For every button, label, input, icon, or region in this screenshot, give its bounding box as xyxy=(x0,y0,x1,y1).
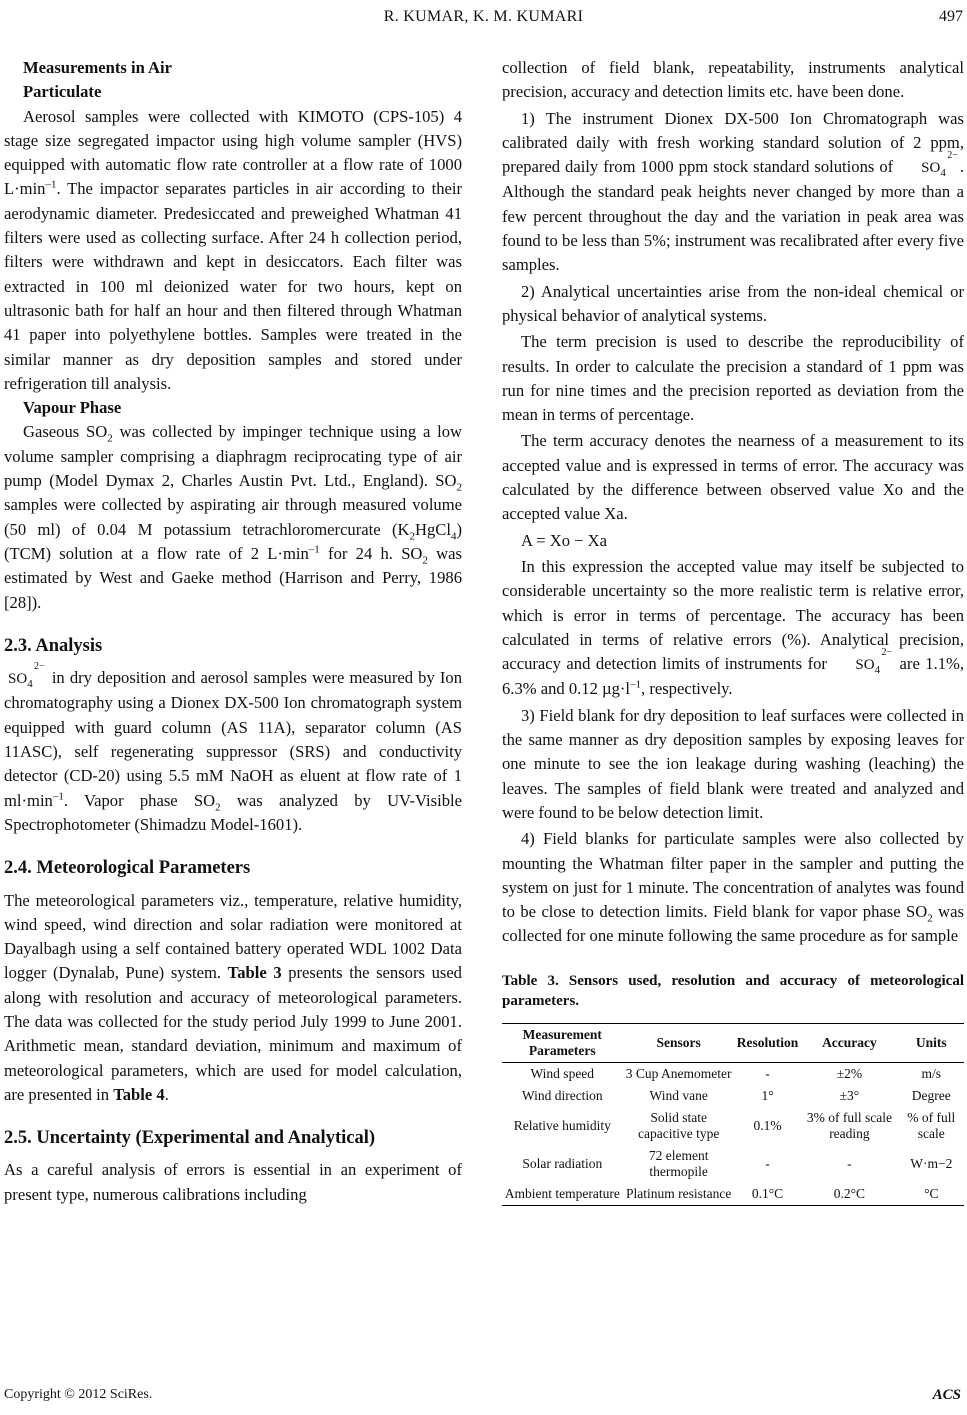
table-row xyxy=(502,1085,964,1107)
table-cell: Wind vane xyxy=(649,1087,708,1103)
table-cell: Platinum resistance xyxy=(623,1183,735,1206)
table-cell: 0.2°C xyxy=(800,1183,898,1206)
subheading-particulate: Particulate xyxy=(23,82,102,102)
table-cell: Wind direction xyxy=(521,1087,603,1103)
sulfate-formula: $SO_4$ 2− xyxy=(921,150,958,180)
page-footer xyxy=(0,1381,967,1415)
table-cell: - xyxy=(847,1155,852,1171)
table-cell: Ambient temperature xyxy=(502,1183,623,1206)
table-cell: Relative humidity xyxy=(513,1117,611,1133)
section-heading-meteorological: 2.4. Meteorological Parameters xyxy=(4,858,251,879)
column-header: Measurement Parameters xyxy=(502,1023,623,1062)
page-number: 497 xyxy=(939,8,963,25)
table-cell: 0.1% xyxy=(753,1117,782,1133)
table-row xyxy=(502,1107,964,1145)
table-cell: - xyxy=(765,1155,770,1171)
column-header: Units xyxy=(899,1023,964,1062)
running-head-authors: R. KUMAR, K. M. KUMARI xyxy=(383,8,584,25)
table-cell: - xyxy=(765,1065,770,1081)
table-cell: 3 Cup Anemometer xyxy=(625,1065,732,1081)
column-header: Accuracy xyxy=(800,1023,898,1062)
sensors-table xyxy=(502,1023,964,1206)
column-header: Sensors xyxy=(623,1023,735,1062)
table-cell: ±2% xyxy=(836,1065,863,1081)
table-cell: Degree xyxy=(911,1087,951,1103)
subheading-measurements-air: Measurements in Air xyxy=(23,58,173,77)
sulfate-formula: $SO_4$ 2− xyxy=(855,647,893,677)
table-cell: Solid state capacitive type xyxy=(638,1109,720,1141)
table-row xyxy=(502,1183,964,1206)
section-heading-analysis: 2.3. Analysis xyxy=(4,635,103,656)
paragraph-particulate: Aerosol samples were collected with KIMOTO (CPS-105) 4 stage size segregated impactor using high volume sampler (HVS) equipped with automatic flow rate controller at a flow rate of 1000 $L\cdot\min^{-1}$. The impactor separates particles in air according to their aerodynamic diameter. Predesiccated and preweighed Whatman 41 filters were used as collecting surface. After 24 h collection period, filters were withdrawn and kept in desiccators. Each filter was extracted in 100 ml deionized water for two hours, kept on ultrasonic bath for half an hour and then filtered through Whatman 41 paper into polyethylene bottles. Samples were treated in the similar manner as dry deposition samples and stored under refrigeration till analysis. xyxy=(4,106,462,393)
table-cell: W·m−2 xyxy=(910,1155,953,1171)
paragraph-field-blank-particulate: 4) Field blanks for particulate samples were also collected by mounting the Whatman filter paper in the sampler and putting the system on just for 1 minute. The concentration of analytes was found to be close to detection limits. Field blank for vapor phase $SO_2$ was collected for one minute following the same procedure as for sample xyxy=(502,829,964,946)
subheading-vapour-phase: Vapour Phase xyxy=(23,398,122,418)
table-header-row xyxy=(502,1023,964,1062)
right-column xyxy=(502,56,964,1206)
table-cell: % of full scale xyxy=(907,1109,956,1141)
table-cell: °C xyxy=(899,1183,964,1206)
page-header xyxy=(0,8,967,30)
table-cell: Wind speed xyxy=(530,1065,595,1081)
paragraph-uncertainty: As a careful analysis of errors is essential in an experiment of present type, numerous calibrations including xyxy=(4,1160,462,1204)
table-cell: 72 element thermopile xyxy=(648,1147,709,1179)
paragraph-vapour-phase: Gaseous $SO_2$ was collected by impinger technique using a low volume sampler comprising a diaphragm reciprocating type of air pump (Model Dymax 2, Charles Austin Pvt. Ltd., England). $SO_2$ samples were collected by aspirating air through measured volume (50 ml) of 0.04 M potassium tetrachloromercurate $(K_2HgCl_4)$ (TCM) solution at a flow rate of 2 $L\cdot\min^{-1}$ for 24 h. $SO_2$ was estimated by West and Gaeke method (Harrison and Perry, 1986 [28]). xyxy=(4,422,462,612)
paragraph-calibration: 1) The instrument Dionex DX-500 Ion Chromatograph was calibrated daily with fresh working standard solution of 2 ppm, prepared daily from 1000 ppm stock standard solutions of $SO_4$ 2− . Although the standard peak heights never changed by more than a few percent throughout the day and the variation in peak area was found to be less than 5%; instrument was recalibrated after every five samples. xyxy=(502,108,964,275)
section-heading-uncertainty: 2.5. Uncertainty (Experimental and Analytical) xyxy=(4,1128,376,1149)
paragraph-continued: collection of field blank, repeatability, instruments analytical precision, accuracy and detection limits etc. have been done. xyxy=(502,58,964,102)
paragraph-accuracy: The term accuracy denotes the nearness of a measurement to its accepted value and is expressed in terms of error. The accuracy was calculated by the difference between observed value Xo and the accepted value Xa. xyxy=(502,431,964,524)
copyright-notice: Copyright © 2012 SciRes. xyxy=(4,1387,153,1402)
paragraph-analysis: $SO_4$ 2− in dry deposition and aerosol samples were measured by Ion chromatography using a Dionex DX-500 Ion chromatograph system equipped with guard column (AS 11A), separator column (AS 11ASC), self regenerating suppressor (SRS) and conductivity detector (CD-20) using 5.5 mM NaOH as eluent at flow rate of 1 $ml\cdot\min^{-1}$. Vapor phase $SO_2$ was analyzed by UV-Visible Spectrophotometer (Shimadzu Model-1601). xyxy=(4,661,462,834)
paragraph-analytical-uncertainties: 2) Analytical uncertainties arise from the non-ideal chemical or physical behavior of analytical systems. xyxy=(502,281,964,325)
table-caption: Table 3. Sensors used, resolution and accuracy of meteorological parameters. xyxy=(502,972,964,1009)
table-cell: 1° xyxy=(761,1087,774,1103)
equation-accuracy: A = Xo − Xa xyxy=(521,530,608,550)
table-row xyxy=(502,1062,964,1085)
table-cell: Solar radiation xyxy=(522,1155,603,1171)
table-row xyxy=(502,1145,964,1183)
journal-abbreviation: ACS xyxy=(932,1387,961,1403)
left-column xyxy=(4,56,462,1207)
table-cell: 0.1°C xyxy=(735,1183,801,1206)
paragraph-field-blank-leaf: 3) Field blank for dry deposition to leaf surfaces were collected in the same manner as dry deposition samples by exposing leaves for one minute to see the ion leakage during washing (leaching) the leaves. The samples of field blank were treated and analyzed and were found to be below detection limit. xyxy=(502,705,964,822)
sulfate-formula: $SO_4$ 2− xyxy=(8,661,45,691)
paragraph-precision: The term precision is used to describe the reproducibility of results. In order to calculate the precision a standard of 1 ppm was run for nine times and the precision reported as deviation from the mean in terms of percentage. xyxy=(502,332,964,425)
table-cell: ±3° xyxy=(839,1087,860,1103)
table-cell: 3% of full scale reading xyxy=(806,1109,892,1141)
column-header: Resolution xyxy=(735,1023,801,1062)
table-cell: m/s xyxy=(921,1065,942,1081)
paragraph-meteorological: The meteorological parameters viz., temperature, relative humidity, wind speed, wind direction and solar radiation were monitored at Dayalbagh using a self contained battery operated WDL 1002 Data logger (Dynalab, Pune) system. Table 3 presents the sensors used along with resolution and accuracy of meteorological parameters. The data was collected for the study period July 1999 to June 2001. Arithmetic mean, standard deviation, minimum and maximum of meteorological parameters, which are used for model calculation, are presented in Table 4. xyxy=(4,890,462,1104)
paragraph-relative-error: In this expression the accepted value may itself be subjected to considerable uncertainty so the more realistic term is relative error, which is error in terms of percentage. The accuracy has been calculated in terms of relative errors (%). Analytical precision, accuracy and detection limits of instruments for $SO_4$ 2− are 1.1%, 6.3% and 0.12 $\mu g\cdot l^{-1}$, respectively. xyxy=(502,556,964,699)
